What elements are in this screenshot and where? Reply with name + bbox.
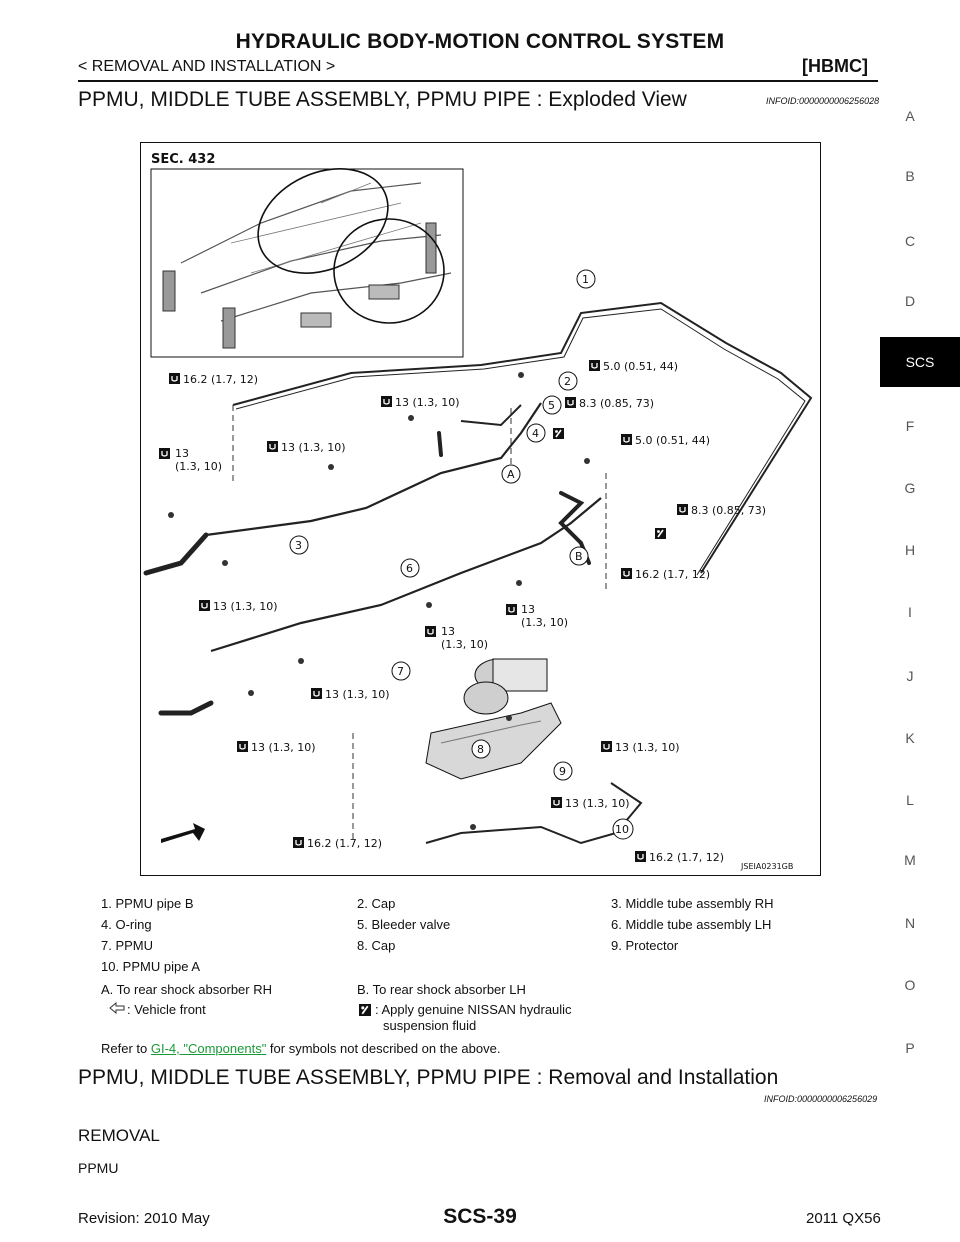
vehicle-front-legend: : Vehicle front (127, 1002, 206, 1017)
torque-label: (1.3, 10) (521, 616, 569, 629)
torque-label: 5.0 (0.51, 44) (603, 360, 679, 373)
apply-fluid-legend: : Apply genuine NISSAN hydraulic (375, 1002, 572, 1017)
page-heading: PPMU, MIDDLE TUBE ASSEMBLY, PPMU PIPE : Exploded View (78, 88, 687, 111)
callout-a: A (507, 468, 515, 481)
index-p[interactable]: P (905, 1040, 915, 1056)
index-b[interactable]: B (905, 168, 915, 184)
section-code: [HBMC] (802, 56, 868, 76)
fluid-icon (655, 528, 666, 539)
index-c[interactable]: C (904, 233, 916, 249)
index-scs-active[interactable]: SCS (880, 337, 960, 387)
refer-suffix: for symbols not described on the above. (266, 1041, 501, 1056)
side-index-nav (880, 100, 960, 1060)
figure-id: JSEIA0231GB (741, 862, 794, 871)
removal-subheading: PPMU (78, 1160, 119, 1176)
exploded-view-diagram (141, 143, 819, 874)
index-d[interactable]: D (904, 293, 916, 309)
vehicle-inset (151, 149, 463, 357)
footer-model: 2011 QX56 (806, 1210, 881, 1227)
callout-1: 1 (582, 273, 589, 286)
index-m[interactable]: M (904, 852, 916, 868)
torque-label: 16.2 (1.7, 12) (635, 568, 711, 581)
document-title: HYDRAULIC BODY-MOTION CONTROL SYSTEM (235, 30, 725, 53)
torque-label: 13 (1.3, 10) (565, 797, 630, 810)
index-a[interactable]: A (905, 108, 915, 124)
torque-label: 13 (1.3, 10) (615, 741, 680, 754)
torque-label: 13 (1.3, 10) (395, 396, 460, 409)
vehicle-front-arrow-icon (161, 823, 205, 843)
legend-item: 1. PPMU pipe B (101, 896, 194, 911)
callout-7: 7 (397, 665, 404, 678)
refer-prefix: Refer to (101, 1041, 151, 1056)
index-k[interactable]: K (905, 730, 915, 746)
torque-label: 13 (175, 447, 189, 460)
callout-8: 8 (477, 743, 484, 756)
torque-label: 13 (1.3, 10) (213, 600, 278, 613)
index-j[interactable]: J (906, 668, 914, 684)
legend-item: A. To rear shock absorber RH (101, 982, 272, 997)
legend-item: 10. PPMU pipe A (101, 959, 200, 974)
torque-label: 16.2 (1.7, 12) (649, 851, 725, 864)
torque-label: 13 (1.3, 10) (281, 441, 346, 454)
torque-label: (1.3, 10) (175, 460, 223, 473)
torque-label: 5.0 (0.51, 44) (635, 434, 711, 447)
front-arrow-icon (109, 1002, 125, 1017)
info-id: INFOID:0000000006256028 (766, 96, 880, 106)
legend-item: B. To rear shock absorber LH (357, 982, 526, 997)
callout-3: 3 (295, 539, 302, 552)
sec-label: SEC. 432 (151, 152, 216, 167)
torque-label: 16.2 (1.7, 12) (183, 373, 259, 386)
torque-label: 13 (441, 625, 455, 638)
callout-4: 4 (532, 427, 539, 440)
components-link[interactable]: GI-4, "Components" (150, 1041, 267, 1056)
ppmu-assembly (426, 659, 561, 779)
legend-item: 4. O-ring (101, 917, 152, 932)
index-h[interactable]: H (904, 542, 916, 558)
index-g[interactable]: G (904, 480, 916, 496)
torque-label: 8.3 (0.85, 73) (579, 397, 655, 410)
torque-label: (1.3, 10) (441, 638, 489, 651)
fluid-icon (553, 428, 564, 439)
callout-6: 6 (406, 562, 413, 575)
index-i[interactable]: I (908, 604, 912, 620)
removal-heading: REMOVAL (78, 1126, 160, 1145)
index-l[interactable]: L (906, 792, 914, 808)
torque-labels (159, 360, 766, 864)
legend-item: 9. Protector (611, 938, 679, 953)
callout-9: 9 (559, 765, 566, 778)
torque-label: 13 (1.3, 10) (251, 741, 316, 754)
legend-item: 8. Cap (357, 938, 396, 953)
legend-item: 5. Bleeder valve (357, 917, 451, 932)
legend-item: 2. Cap (357, 896, 396, 911)
index-f[interactable]: F (905, 418, 915, 434)
callout-2: 2 (564, 375, 571, 388)
info-id: INFOID:0000000006256029 (764, 1094, 878, 1104)
hydraulic-fluid-icon (359, 1004, 371, 1019)
breadcrumb: < REMOVAL AND INSTALLATION > (78, 58, 336, 75)
torque-label: 13 (1.3, 10) (325, 688, 390, 701)
callout-b: B (575, 550, 583, 563)
footer-revision: Revision: 2010 May (78, 1210, 210, 1227)
apply-fluid-legend-2: suspension fluid (383, 1018, 477, 1033)
torque-label: 13 (521, 603, 535, 616)
refer-note (101, 1041, 500, 1056)
legend-item: 7. PPMU (101, 938, 154, 953)
callout-10: 10 (615, 823, 629, 836)
section-heading-removal-installation: PPMU, MIDDLE TUBE ASSEMBLY, PPMU PIPE : Removal and Installation (78, 1066, 779, 1089)
torque-label: 8.3 (0.85, 73) (691, 504, 767, 517)
legend-item: 6. Middle tube assembly LH (611, 917, 772, 932)
torque-label: 16.2 (1.7, 12) (307, 837, 383, 850)
legend-item: 3. Middle tube assembly RH (611, 896, 774, 911)
footer-page-number: SCS-39 (443, 1205, 517, 1228)
exploded-view-figure (140, 142, 821, 876)
header-rule (78, 80, 878, 82)
index-n[interactable]: N (904, 915, 916, 931)
callout-5: 5 (548, 399, 555, 412)
index-o[interactable]: O (904, 977, 916, 993)
